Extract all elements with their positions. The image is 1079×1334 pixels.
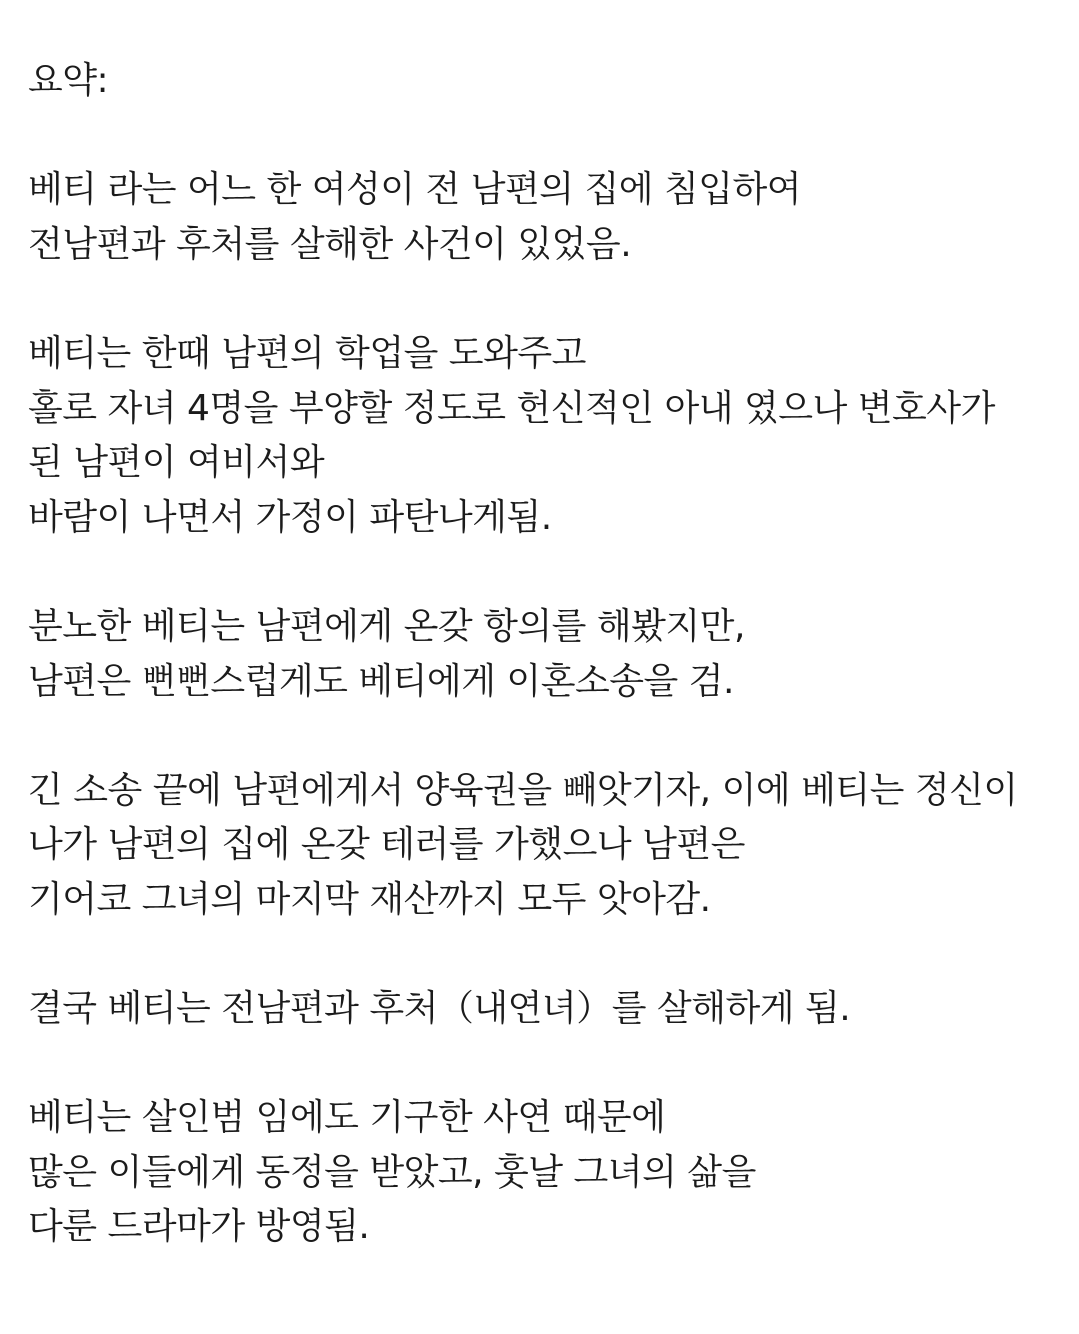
text-line: 베티 라는 어느 한 여성이 전 남편의 집에 침입하여 <box>28 169 802 211</box>
text-line: 베티는 한때 남편의 학업을 도와주고 <box>28 332 586 374</box>
text-line: 베티는 살인범 임에도 기구한 사연 때문에 <box>28 1097 666 1139</box>
blank-line <box>28 709 1069 764</box>
text-line: 많은 이들에게 동정을 받았고, 훗날 그녀의 삶을 <box>28 1151 756 1193</box>
text-line: 남편은 뻔뻔스럽게도 베티에게 이혼소송을 검. <box>28 660 734 702</box>
text-line: 결국 베티는 전남편과 후처（내연녀）를 살해하게 됨. <box>28 988 851 1030</box>
text-line: 기어코 그녀의 마지막 재산까지 모두 앗아감. <box>28 878 711 920</box>
blank-line <box>28 272 1069 327</box>
post-body <box>28 54 1069 1255</box>
text-line: 나가 남편의 집에 온갖 테러를 가했으나 남편은 <box>28 824 745 866</box>
blank-line <box>28 109 1069 164</box>
text-line: 전남편과 후처를 살해한 사건이 있었음. <box>28 223 632 265</box>
text-line: 다룬 드라마가 방영됨. <box>28 1206 370 1248</box>
text-line: 홀로 자녀 4명을 부양할 정도로 헌신적인 아내 였으나 변호사가 <box>28 387 995 429</box>
summary-heading: 요약: <box>28 60 109 101</box>
text-line: 긴 소송 끝에 남편에게서 양육권을 빼앗기자, 이에 베티는 정신이 <box>28 769 1018 811</box>
text-line: 분노한 베티는 남편에게 온갖 항의를 해봤지만, <box>28 605 745 647</box>
blank-line <box>28 928 1069 983</box>
text-line: 바람이 나면서 가정이 파탄나게됨. <box>28 496 552 538</box>
text-line: 된 남편이 여비서와 <box>28 442 325 484</box>
blank-line <box>28 545 1069 600</box>
blank-line <box>28 1037 1069 1092</box>
